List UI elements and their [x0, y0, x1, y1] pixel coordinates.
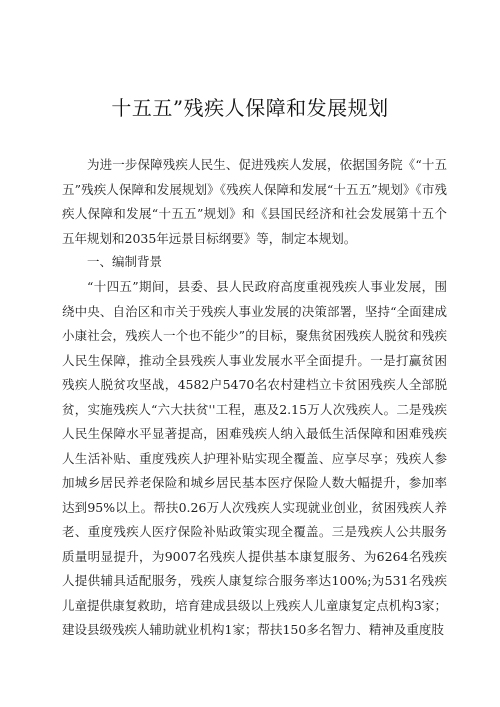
intro-paragraph: 为进一步保障残疾人民生、促进残疾人发展，依据国务院《“十五五”残疾人保障和发展规划》《残疾人保障和发展“十五五”规划》《市残疾人保障和发展“十五五”规划》和《县国民经济和社会发展第十五个五年规划和2035年远景目标纲要》等，制定本规划。	[62, 157, 447, 246]
document-title: 十五五”残疾人保障和发展规划	[111, 96, 389, 120]
section-body-block	[62, 275, 447, 643]
section-body-paragraph: “十四五”期间，县委、县人民政府高度重视残疾人事业发展，围绕中央、自治区和市关于残疾人事业发展的决策部署，坚持“全面建成小康社会，残疾人一个也不能少”的目标，聚焦贫困残疾人脱贫和残疾人民生保障，推动全县残疾人事业发展水平全面提升。一是打赢贫困残疾人脱贫攻坚战，4582户5470名农村建档立卡贫困残疾人全部脱贫，实施残疾人“六大扶贫''工程，惠及2.15万人次残疾人。二是残疾人民生保障水平显著提高，困难残疾人纳入最低生活保障和困难残疾人生活补贴、重度残疾人护理补贴实现全覆盖、应享尽享；残疾人参加城乡居民养老保险和城乡居民基本医疗保险人数大幅提升，参加率达到95%以上。帮扶0.26万人次残疾人实现就业创业，贫困残疾人养老、重度残疾人医疗保险补贴政策实现全覆盖。三是残疾人公共服务质量明显提升，为9007名残疾人提供基本康复服务、为6264名残疾人提供辅具适配服务，残疾人康复综合服务率达100%;为531名残疾儿童提供康复救助，培育建成县级以上残疾人儿童康复定点机构3家；建设县级残疾人辅助就业机构1家；帮扶150多名智力、精神及重度肢	[62, 279, 447, 637]
intro-block	[62, 153, 447, 251]
section-heading: 一、编制背景	[87, 254, 163, 269]
section-heading-block	[62, 250, 447, 275]
